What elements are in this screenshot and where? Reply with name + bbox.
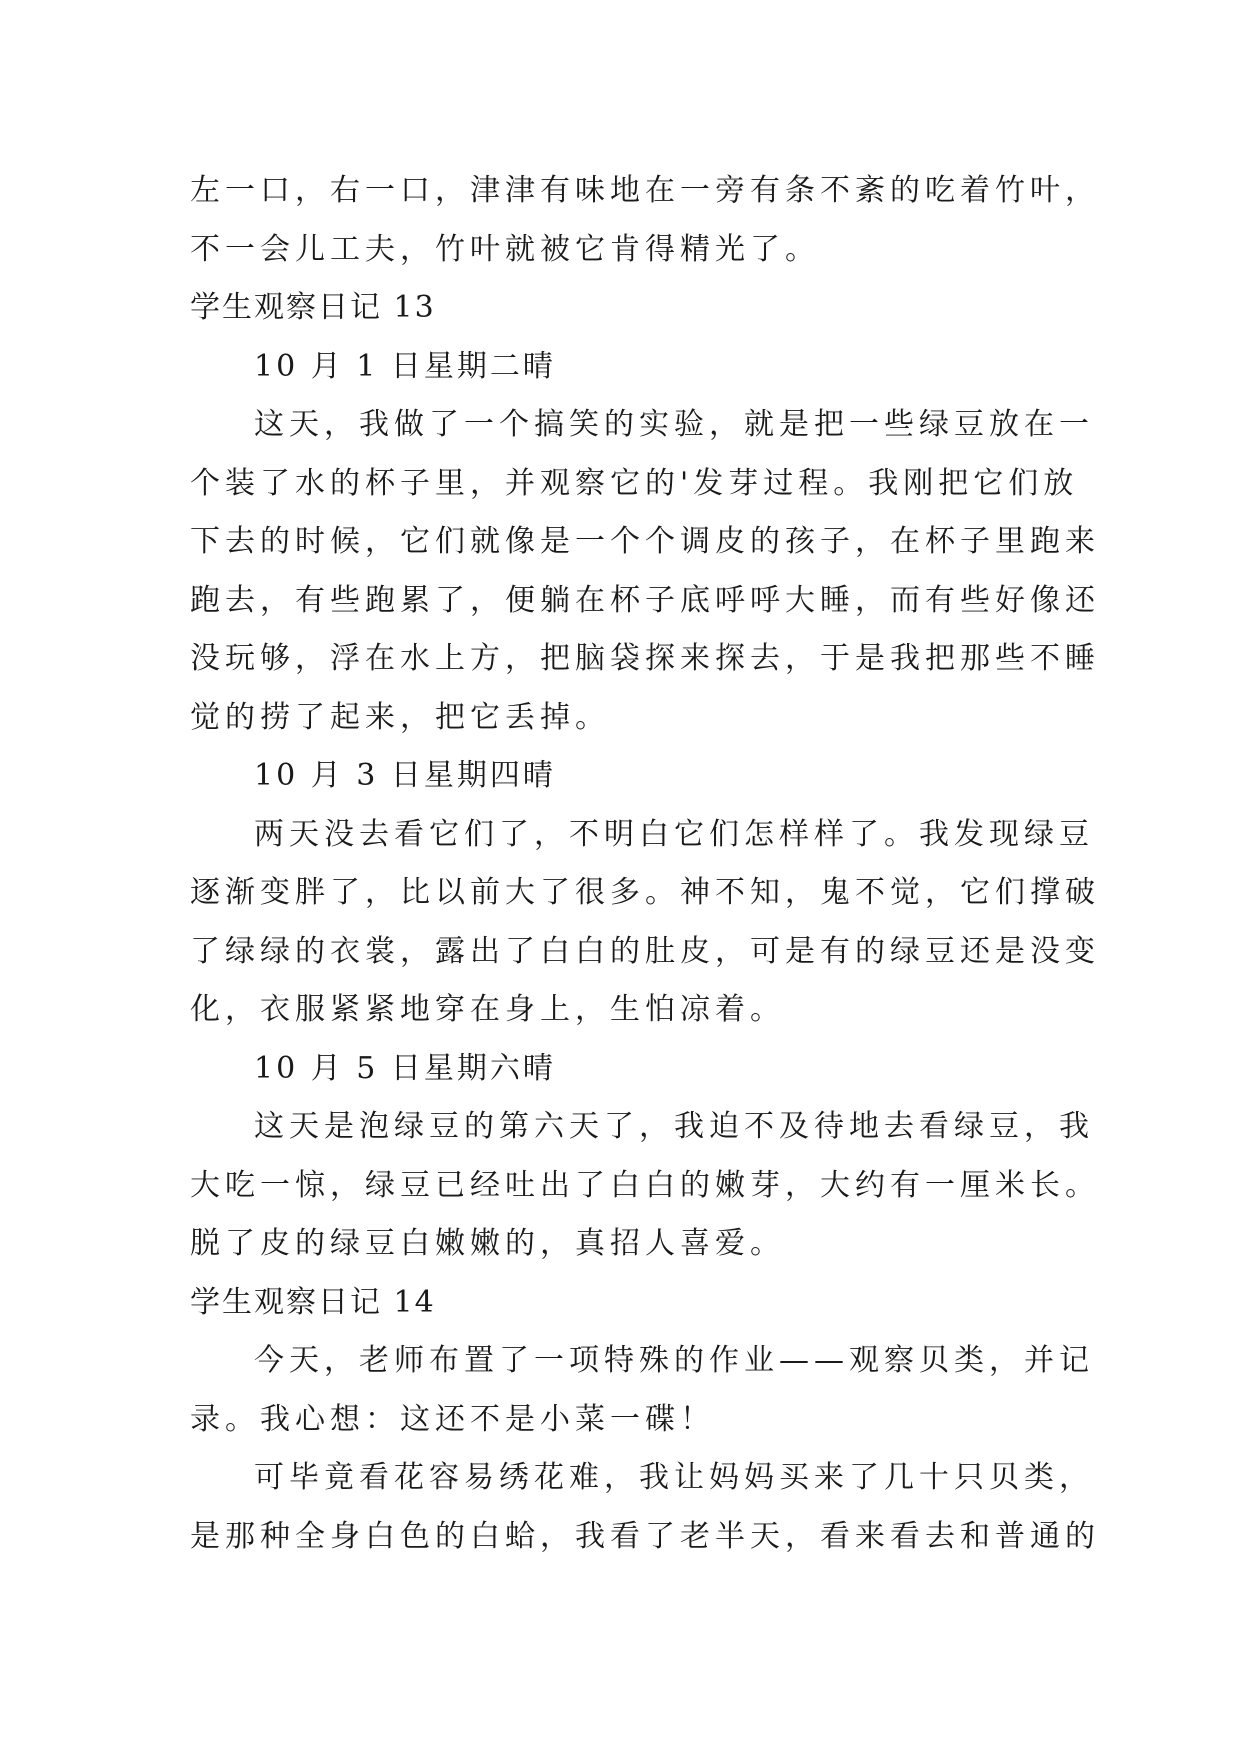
text-line: 今天，老师布置了一项特殊的作业——观察贝类，并记 bbox=[254, 1343, 1094, 1378]
diary-date: 10 月 5 日星期六晴 bbox=[254, 1050, 556, 1086]
text-line: 大吃一惊，绿豆已经吐出了白白的嫩芽，大约有一厘米长。 bbox=[190, 1167, 1100, 1203]
document-body bbox=[190, 162, 1100, 1566]
text-line: 下去的时候，它们就像是一个个调皮的孩子，在杯子里跑来 bbox=[190, 524, 1100, 559]
text-line: 是那种全身白色的白蛤，我看了老半天，看来看去和普通的 bbox=[190, 1518, 1100, 1554]
text-line: 左一口，右一口，津津有味地在一旁有条不紊的吃着竹叶， bbox=[190, 173, 1100, 208]
text-line: 跑去，有些跑累了，便躺在杯子底呼呼大睡，而有些好像还 bbox=[190, 582, 1100, 618]
text-line: 可毕竟看花容易绣花难，我让妈妈买来了几十只贝类， bbox=[254, 1460, 1094, 1495]
text-line: 这天，我做了一个搞笑的实验，就是把一些绿豆放在一 bbox=[254, 407, 1094, 442]
text-line: 脱了皮的绿豆白嫩嫩的，真招人喜爱。 bbox=[190, 1226, 785, 1261]
text-line: 逐渐变胖了，比以前大了很多。神不知，鬼不觉，它们撑破 bbox=[190, 875, 1100, 910]
text-line: 没玩够，浮在水上方，把脑袋探来探去，于是我把那些不睡 bbox=[190, 641, 1100, 676]
text-line: 两天没去看它们了，不明白它们怎样样了。我发现绿豆 bbox=[254, 816, 1094, 852]
diary-date: 10 月 3 日星期四晴 bbox=[254, 758, 556, 793]
text-line: 个装了水的杯子里，并观察它的'发芽过程。我刚把它们放 bbox=[190, 465, 1079, 501]
text-line: 这天是泡绿豆的第六天了，我迫不及待地去看绿豆，我 bbox=[254, 1109, 1094, 1144]
text-line: 录。我心想：这还不是小菜一碟！ bbox=[190, 1401, 715, 1437]
text-line: 不一会儿工夫，竹叶就被它肯得精光了。 bbox=[190, 231, 820, 267]
section-heading: 学生观察日记 14 bbox=[190, 1284, 436, 1320]
section-heading: 学生观察日记 13 bbox=[190, 290, 436, 325]
text-line: 了绿绿的衣裳，露出了白白的肚皮，可是有的绿豆还是没变 bbox=[190, 933, 1100, 969]
text-line: 觉的捞了起来，把它丢掉。 bbox=[190, 699, 610, 735]
text-line: 化，衣服紧紧地穿在身上，生怕凉着。 bbox=[190, 992, 785, 1027]
diary-date: 10 月 1 日星期二晴 bbox=[254, 348, 556, 384]
